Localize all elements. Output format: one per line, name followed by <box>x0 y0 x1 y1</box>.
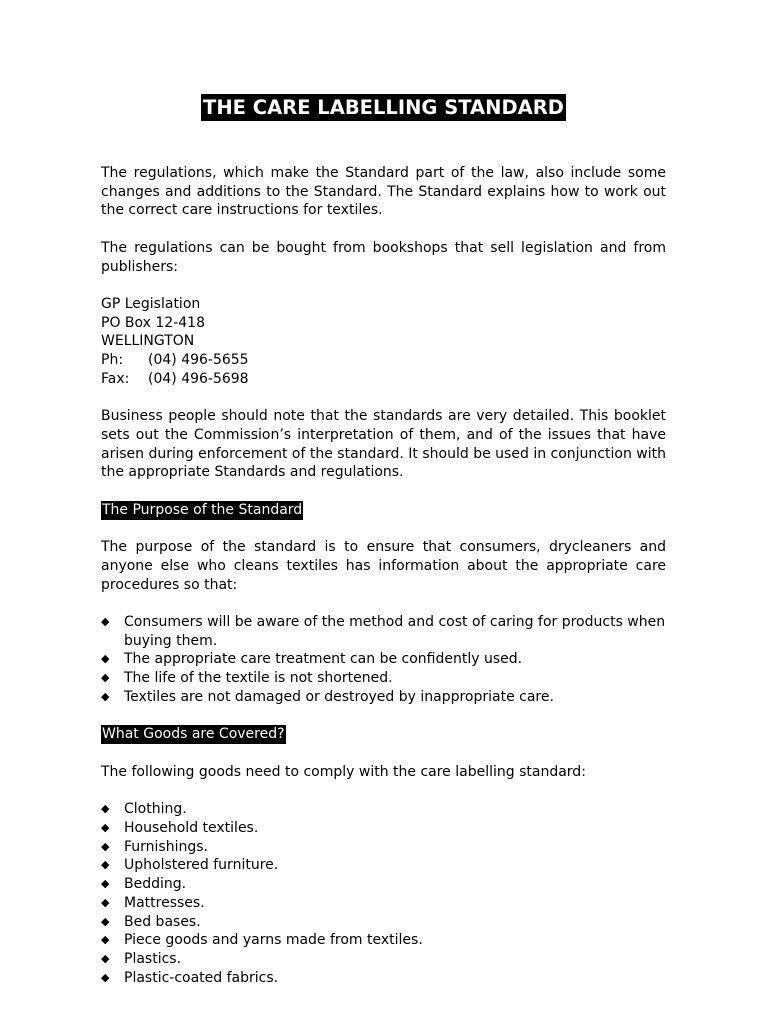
list-item <box>101 613 666 650</box>
list-item-text: Plastics. <box>124 950 182 967</box>
page-title: THE CARE LABELLING STANDARD <box>203 96 564 119</box>
address-po-box: PO Box 12-418 <box>101 314 205 331</box>
list-item <box>101 875 666 894</box>
list-item-text: Furnishings. <box>124 838 208 855</box>
address-name: GP Legislation <box>101 295 201 312</box>
list-item <box>101 913 666 932</box>
title-block <box>101 94 666 121</box>
list-item-text: The appropriate care treatment can be confidently used. <box>124 651 523 668</box>
list-item-text: Household textiles. <box>124 820 259 837</box>
bullet-diamond-icon: ◆ <box>101 951 110 965</box>
list-item-text: Bed bases. <box>124 913 201 930</box>
bullet-diamond-icon: ◆ <box>101 689 110 703</box>
bullet-diamond-icon: ◆ <box>101 914 110 928</box>
list-item-text: Consumers will be aware of the method and cost of caring for products when buying them. <box>124 614 666 649</box>
list-item <box>101 838 666 857</box>
list-item-text: Clothing. <box>124 801 187 818</box>
goods-paragraph: The following goods need to comply with the care labelling standard: <box>101 763 586 780</box>
purpose-heading: The Purpose of the Standard <box>102 501 303 518</box>
list-item-text: Bedding. <box>124 876 187 893</box>
bullet-diamond-icon: ◆ <box>101 858 110 872</box>
purpose-list <box>101 613 666 707</box>
bullet-diamond-icon: ◆ <box>101 839 110 853</box>
list-item-text: Textiles are not damaged or destroyed by inappropriate care. <box>124 688 554 705</box>
list-item-text: Plastic-coated fabrics. <box>124 969 279 986</box>
list-item-text: Mattresses. <box>124 894 205 911</box>
bullet-diamond-icon: ◆ <box>101 821 110 835</box>
bullet-diamond-icon: ◆ <box>101 615 110 629</box>
goods-list <box>101 800 666 987</box>
fax-label: Fax: <box>101 370 130 387</box>
bullet-diamond-icon: ◆ <box>101 877 110 891</box>
bullet-diamond-icon: ◆ <box>101 802 110 816</box>
purpose-heading-block <box>101 501 666 520</box>
list-item <box>101 819 666 838</box>
intro-paragraph-2: The regulations can be bought from bookshops that sell legislation and from publishers: <box>101 239 666 275</box>
document-page <box>101 94 666 1006</box>
list-item <box>101 650 666 669</box>
address-phone-line <box>101 351 666 370</box>
list-item <box>101 950 666 969</box>
list-item-text: The life of the textile is not shortened. <box>124 670 393 687</box>
business-paragraph: Business people should note that the standards are very detailed. This booklet sets out the Commission’s interpretation of them, and of the issues that have arisen during enforcement of the standard. It should be used in conjunction with the appropriate Standards and regulations. <box>101 408 666 481</box>
list-item <box>101 800 666 819</box>
bullet-diamond-icon: ◆ <box>101 933 110 947</box>
bullet-diamond-icon: ◆ <box>101 895 110 909</box>
list-item-text: Piece goods and yarns made from textiles. <box>124 932 423 949</box>
phone-label: Ph: <box>101 352 124 368</box>
intro-paragraph-1: The regulations, which make the Standard part of the law, also include some changes and additions to the Standard. The Standard explains how to work out the correct care instructions for textiles. <box>101 165 666 219</box>
fax-number: (04) 496-5698 <box>148 370 249 387</box>
phone-number: (04) 496-5655 <box>148 352 249 368</box>
bullet-diamond-icon: ◆ <box>101 970 110 984</box>
publisher-address <box>101 295 666 389</box>
list-item <box>101 969 666 988</box>
list-item <box>101 688 666 707</box>
list-item <box>101 931 666 950</box>
list-item <box>101 856 666 875</box>
bullet-diamond-icon: ◆ <box>101 671 110 685</box>
list-item <box>101 894 666 913</box>
goods-heading-block <box>101 725 666 744</box>
purpose-paragraph: The purpose of the standard is to ensure that consumers, drycleaners and anyone else who cleans textiles has information about the appropriate care procedures so that: <box>101 539 666 593</box>
goods-heading: What Goods are Covered? <box>102 726 285 743</box>
address-city: WELLINGTON <box>101 333 195 350</box>
list-item-text: Upholstered furniture. <box>124 857 279 874</box>
address-fax-line <box>101 370 666 389</box>
bullet-diamond-icon: ◆ <box>101 652 110 666</box>
list-item <box>101 669 666 688</box>
